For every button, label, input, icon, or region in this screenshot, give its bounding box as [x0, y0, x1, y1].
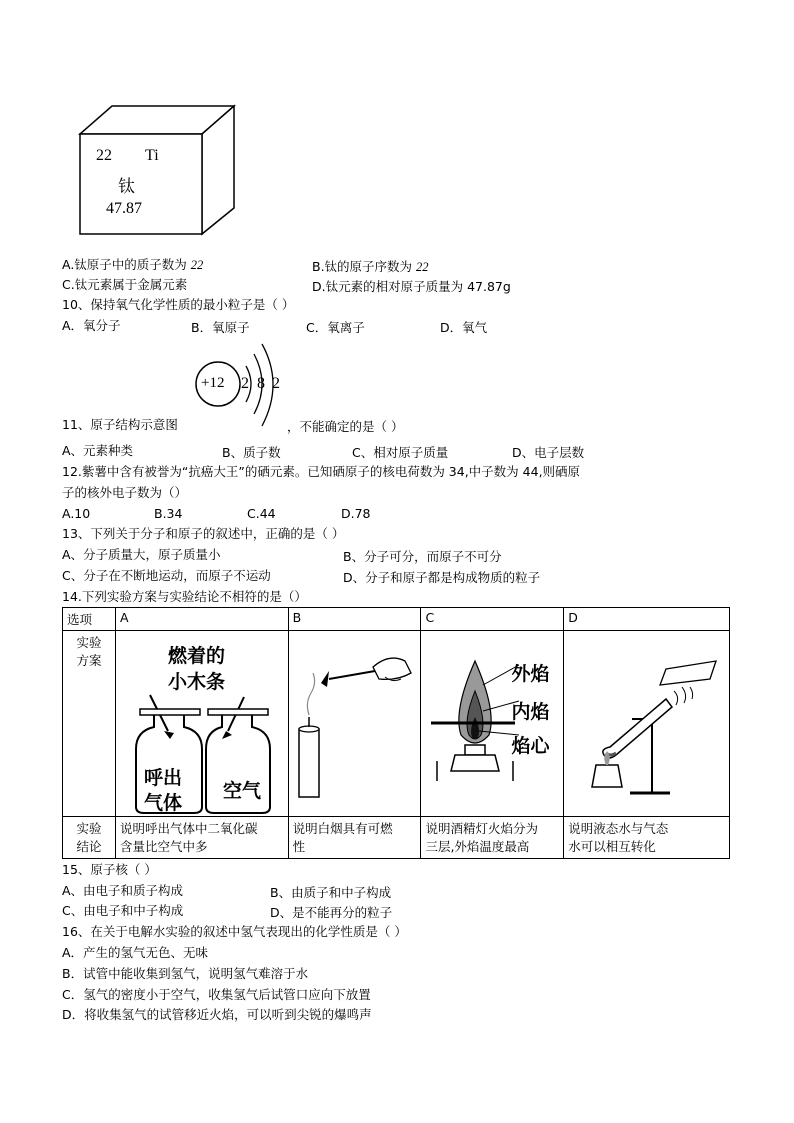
flame-outer-label: 外焰 [511, 663, 550, 685]
q11-option-a: A、元素种类 [62, 443, 134, 458]
titanium-element-card [74, 100, 244, 240]
fig-a-title-2: 小木条 [167, 671, 225, 693]
fig-c-cell [421, 631, 564, 817]
conclusion-b: 说明白烟具有可燃 性 [288, 817, 421, 859]
fig-a-cell [115, 631, 288, 817]
q12-option-d: D.78 [341, 506, 371, 521]
q13-option-a: A、分子质量大，原子质量小 [62, 547, 221, 562]
atom-nucleus-charge: +12 [201, 375, 225, 391]
fig-b-cell [288, 631, 421, 817]
q11-stem-b: ，不能确定的是（ ） [287, 419, 404, 434]
q10-option-d: D．氧气 [440, 320, 488, 335]
q16-stem: 16、在关于电解水实验的叙述中氢气表现出的化学性质是（ ） [62, 924, 407, 939]
q16-option-d: D．将收集氢气的试管移近火焰，可以听到尖锐的爆鸣声 [62, 1007, 372, 1022]
table-header-cell: 选项 [63, 608, 116, 631]
flame-core-label: 焰心 [511, 735, 550, 757]
conclusion-c: 说明酒精灯火焰分为 三层,外焰温度最高 [421, 817, 564, 859]
candle-smoke-illustration [293, 643, 417, 803]
q12-line1: 12.紫薯中含有被誉为“抗癌大王”的硒元素。已知硒原子的核电荷数为 34,中子数为 44,则硒原 [62, 464, 581, 479]
row-label-conclusion: 实验 结论 [63, 817, 116, 859]
conclusion-d: 说明液态水与气态 水可以相互转化 [564, 817, 730, 859]
q16-option-a: A．产生的氢气无色、无味 [62, 945, 209, 960]
water-heating-apparatus-illustration [570, 647, 724, 807]
q11-stem-a: 11、原子结构示意图 [62, 417, 178, 432]
table-header-cell: D [564, 608, 730, 631]
q11-option-b: B、质子数 [222, 445, 281, 460]
q12-line2: 子的核外电子数为（） [62, 485, 188, 500]
q13-option-d: D、分子和原子都是构成物质的粒子 [343, 570, 541, 585]
q13-stem: 13、下列关于分子和原子的叙述中，正确的是（ ） [62, 526, 345, 541]
q10-option-c: C．氧离子 [306, 320, 365, 335]
fig-a-exhaled-2: 气体 [143, 792, 182, 814]
fig-d-cell [564, 631, 730, 817]
q9-option-d: D.钛元素的相对原子质量为 47.87g [312, 279, 511, 294]
alcohol-lamp-flame-illustration [431, 651, 521, 801]
q10-option-a: A．氧分子 [62, 318, 121, 333]
table-header-cell: A [115, 608, 288, 631]
atom-shell-1: 2 [241, 375, 249, 392]
q11-option-d: D、电子层数 [512, 445, 585, 460]
element-atomic-number: 22 [96, 147, 112, 164]
q12-option-c: C.44 [247, 506, 276, 521]
q12-option-b: B.34 [154, 506, 183, 521]
q15-option-d: D、是不能再分的粒子 [270, 905, 393, 920]
table-header-row [63, 608, 730, 631]
q15-option-b: B、由质子和中子构成 [270, 885, 392, 900]
q13-option-b: B、分子可分，而原子不可分 [343, 549, 502, 564]
table-row [63, 631, 730, 817]
fig-a-air: 空气 [222, 780, 261, 802]
q9-option-c: C.钛元素属于金属元素 [62, 277, 188, 292]
atom-shell-2: 8 [257, 375, 265, 392]
q14-stem: 14.下列实验方案与实验结论不相符的是（） [62, 589, 307, 604]
conclusion-a: 说明呼出气体中二氧化碳 含量比空气中多 [115, 817, 288, 859]
fig-a-exhaled-1: 呼出 [143, 767, 182, 789]
element-name: 钛 [118, 177, 135, 197]
table-header-cell: B [288, 608, 421, 631]
q10-option-b: B．氧原子 [191, 320, 250, 335]
q9-option-b: B.钛的原子序数为 22 [312, 259, 429, 274]
table-row [63, 817, 730, 859]
q15-stem: 15、原子核（ ） [62, 862, 157, 877]
q15-option-a: A、由电子和质子构成 [62, 883, 184, 898]
q11-option-c: C、相对原子质量 [352, 445, 449, 460]
q16-option-c: C．氢气的密度小于空气，收集氢气后试管口应向下放置 [62, 987, 371, 1002]
row-label-plan: 实验 方案 [63, 631, 116, 817]
flame-inner-label: 内焰 [511, 701, 550, 723]
q16-option-b: B．试管中能收集到氢气，说明氢气难溶于水 [62, 966, 309, 981]
experiment-table [62, 607, 730, 859]
atom-shell-3: 2 [272, 375, 280, 392]
q10-stem: 10、保持氧气化学性质的最小粒子是（ ） [62, 297, 295, 312]
element-mass: 47.87 [106, 200, 142, 217]
q15-option-c: C、由电子和中子构成 [62, 903, 184, 918]
element-symbol: Ti [145, 147, 159, 164]
q9-option-a: A.钛原子中的质子数为 22 [62, 257, 204, 272]
fig-a-title-1: 燃着的 [167, 645, 225, 667]
table-header-cell: C [421, 608, 564, 631]
q12-option-a: A.10 [62, 506, 91, 521]
q13-option-c: C、分子在不断地运动，而原子不运动 [62, 568, 271, 583]
